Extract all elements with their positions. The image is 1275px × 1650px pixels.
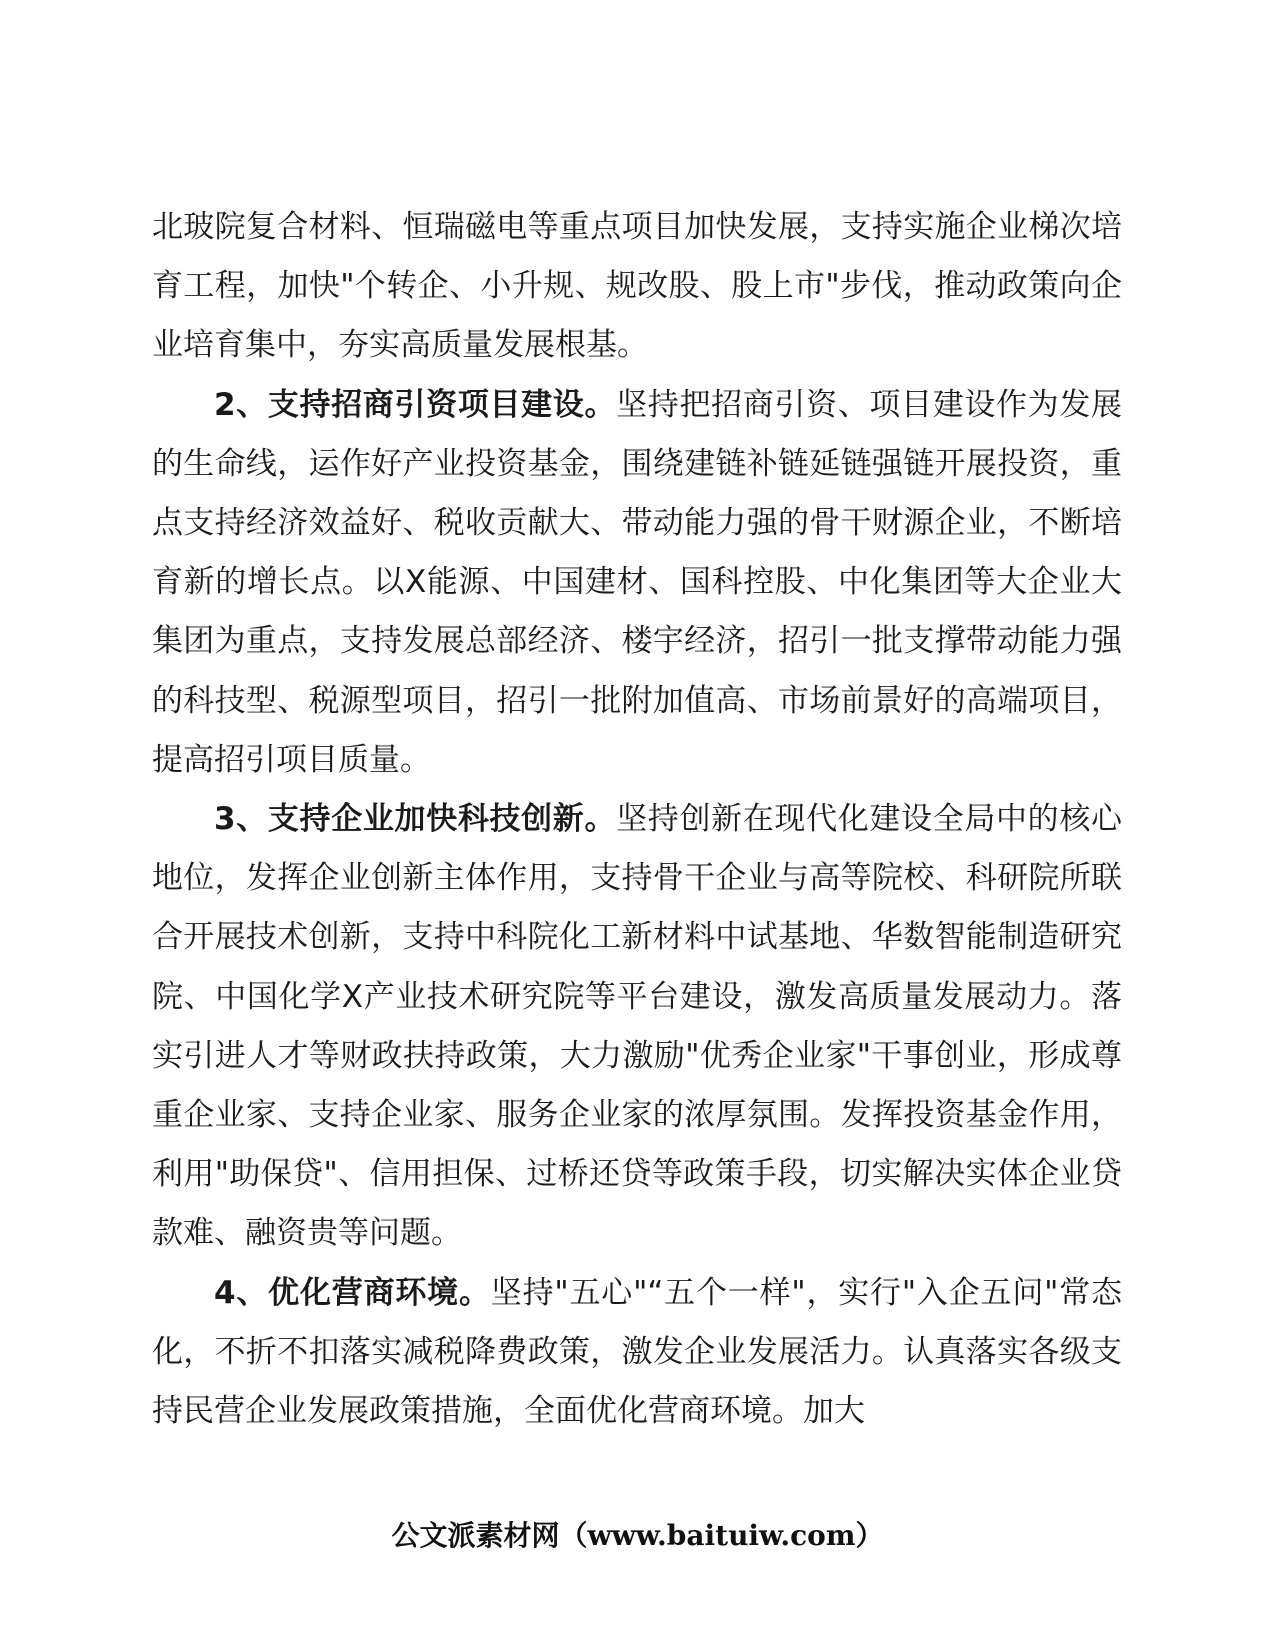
paragraph-continuation bbox=[152, 198, 1122, 376]
paragraph-body: 北玻院复合材料、恒瑞磁电等重点项目加快发展，支持实施企业梯次培育工程，加快"个转企、小升规、规改股、股上市"步伐，推动政策向企业培育集中，夯实高质量发展根基。 bbox=[152, 209, 1122, 364]
paragraph-body: 坚持把招商引资、项目建设作为发展的生命线，运作好产业投资基金，围绕建链补链延链强链开展投资，重点支持经济效益好、税收贡献大、带动能力强的骨干财源企业，不断培育新的增长点。以X能源、中国建材、国科控股、中化集团等大企业大集团为重点，支持发展总部经济、楼宇经济，招引一批支撑带动能力强的科技型、税源型项目，招引一批附加值高、市场前景好的高端项目，提高招引项目质量。 bbox=[152, 386, 1122, 778]
section-heading: 2、支持招商引资项目建设。 bbox=[214, 386, 617, 423]
paragraph-section-4 bbox=[152, 1264, 1122, 1442]
paragraph-section-2 bbox=[152, 376, 1122, 790]
section-heading: 3、支持企业加快科技创新。 bbox=[214, 801, 617, 838]
page-footer: 公文派素材网（www.baituiw.com） bbox=[391, 1519, 884, 1552]
paragraph-section-3 bbox=[152, 790, 1122, 1264]
document-body bbox=[152, 198, 1122, 1441]
paragraph-body: 坚持创新在现代化建设全局中的核心地位，发挥企业创新主体作用，支持骨干企业与高等院校、科研院所联合开展技术创新，支持中科院化工新材料中试基地、华数智能制造研究院、中国化学X产业技术研究院等平台建设，激发高质量发展动力。落实引进人才等财政扶持政策，大力激励"优秀企业家"干事创业，形成尊重企业家、支持企业家、服务企业家的浓厚氛围。发挥投资基金作用，利用"助保贷"、信用担保、过桥还贷等政策手段，切实解决实体企业贷款难、融资贵等问题。 bbox=[152, 801, 1122, 1252]
section-heading: 4、优化营商环境。 bbox=[214, 1274, 491, 1311]
paragraph-body: 坚持"五心"“五个一样"，实行"入企五问"常态化，不折不扣落实减税降费政策，激发企业发展活力。认真落实各级支持民营企业发展政策措施，全面优化营商环境。加大 bbox=[152, 1274, 1122, 1430]
